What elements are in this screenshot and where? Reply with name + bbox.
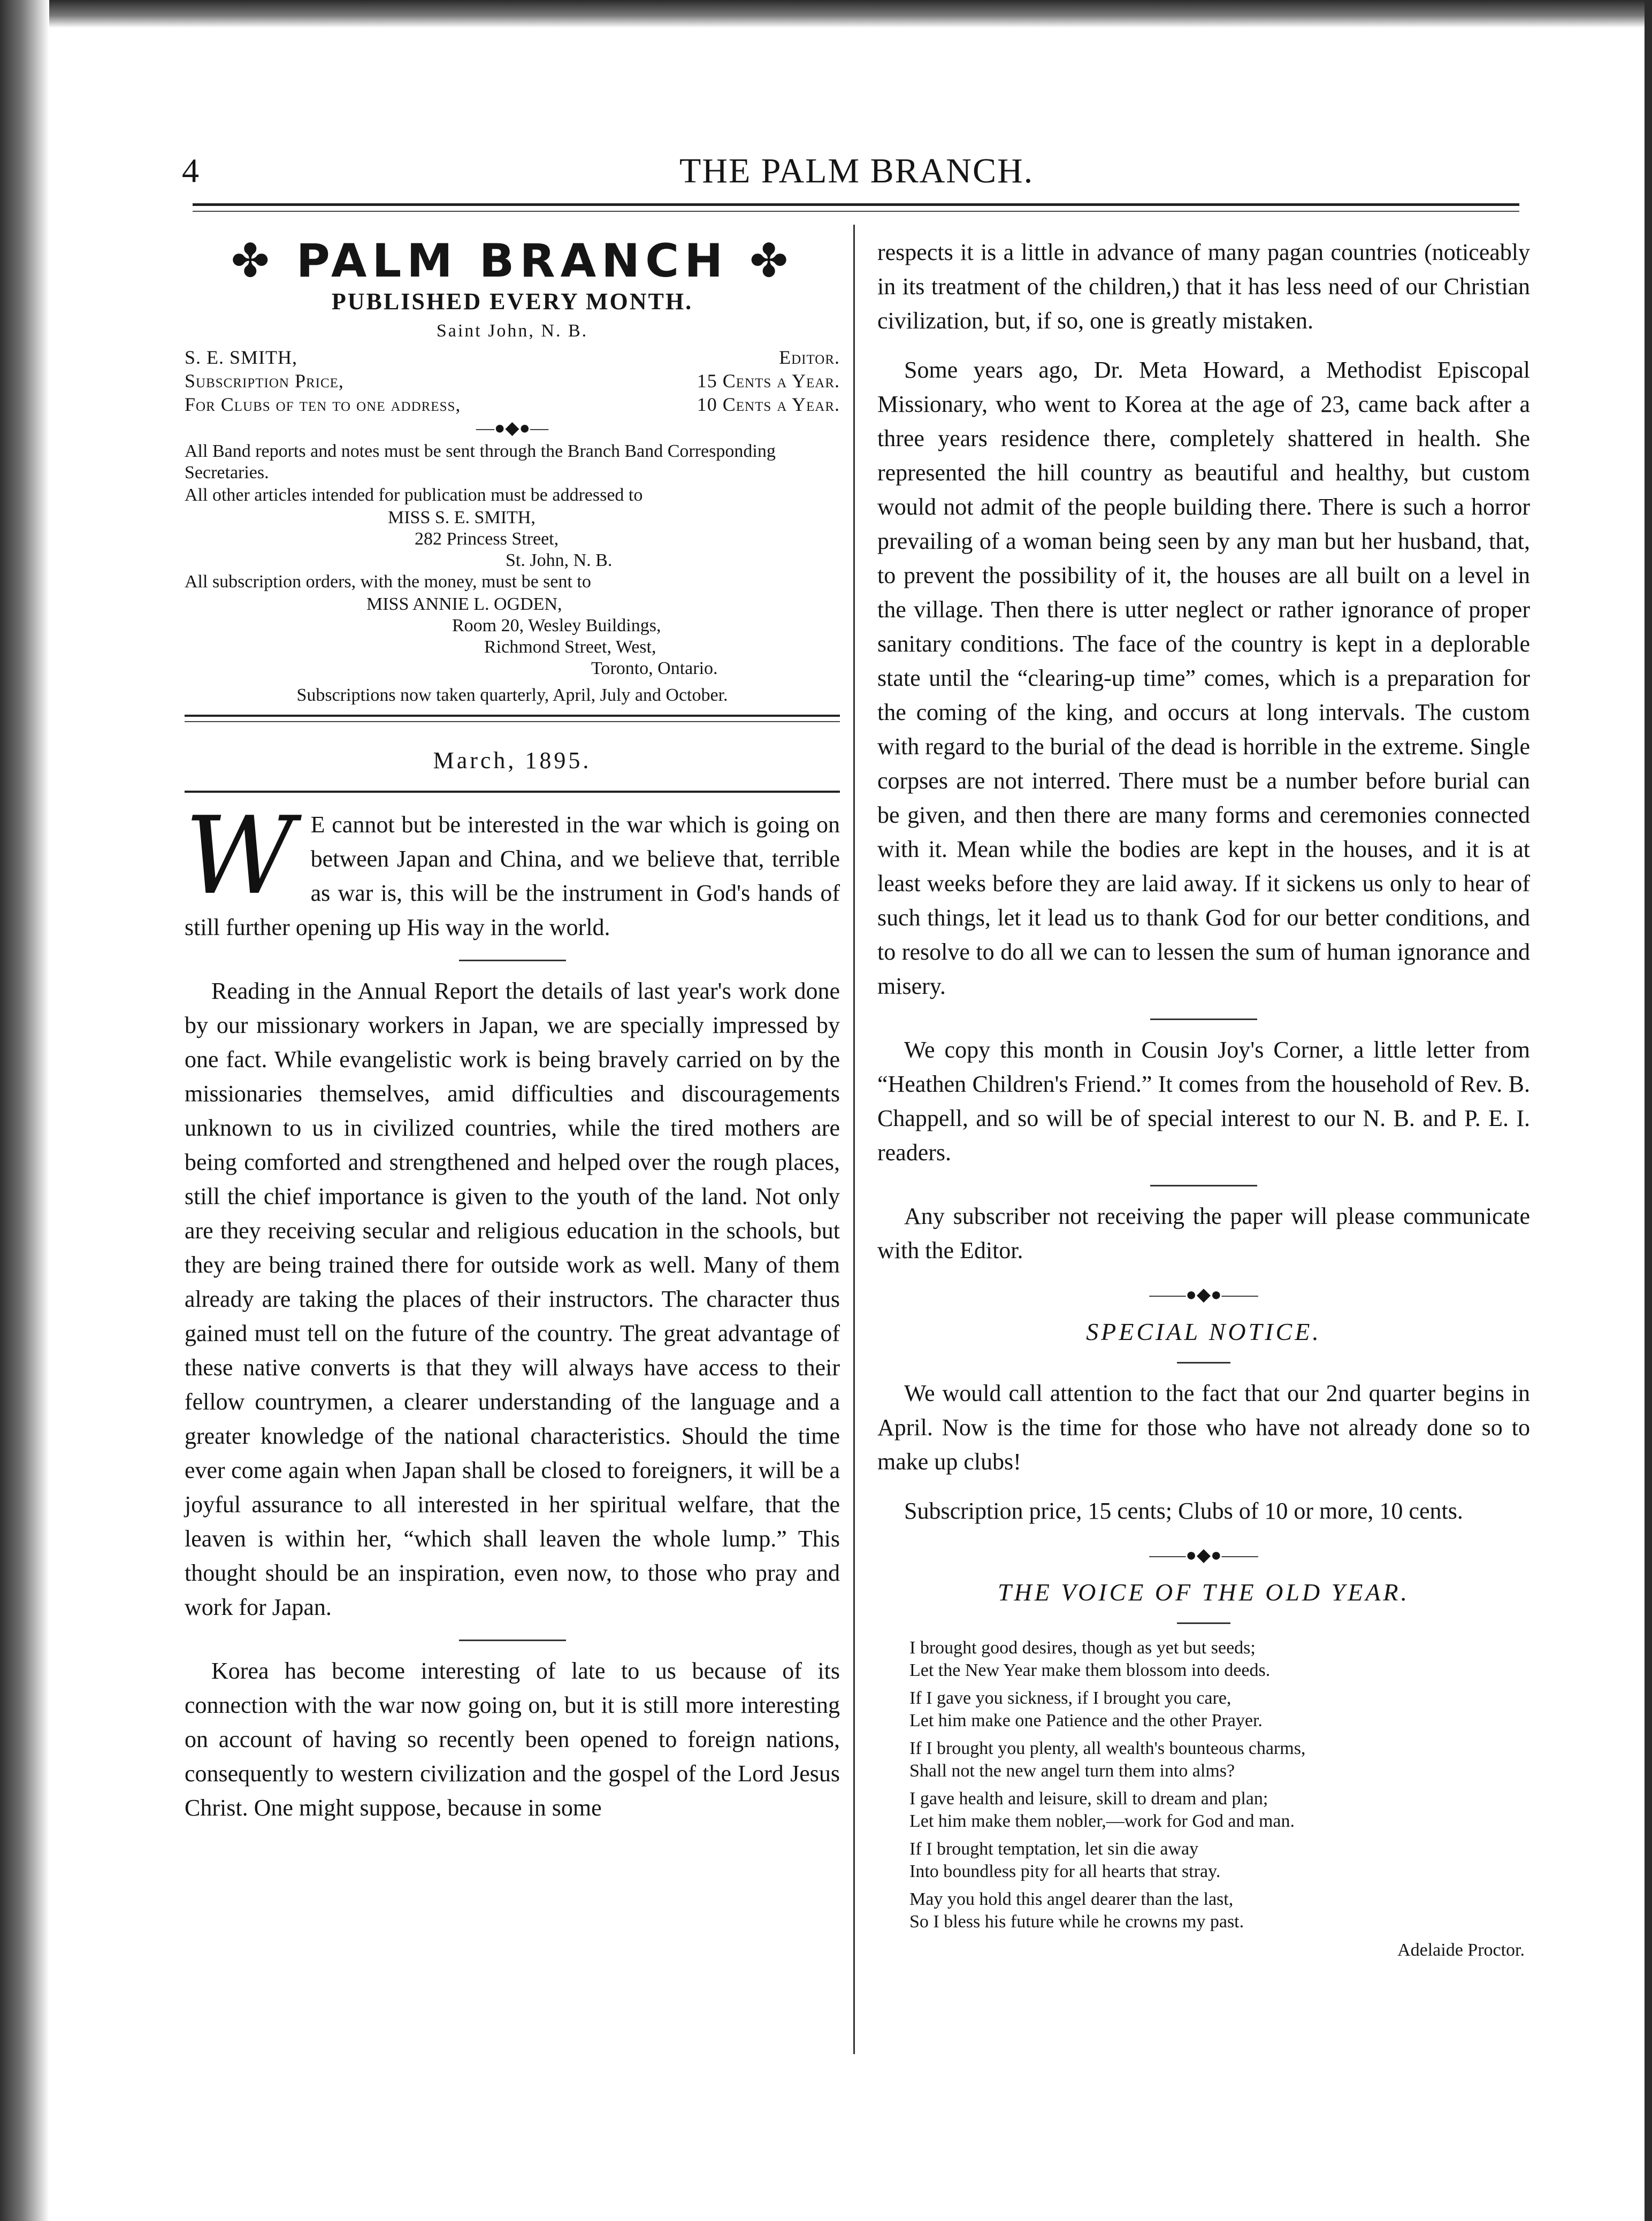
date-rule (185, 791, 840, 793)
separator-rule (1177, 1622, 1230, 1624)
article-korea-continued: respects it is a little in advance of many pagan countries (noticeably in its treatment of the children,) that it has less need of our Christian civilization, but, if so, one is greatly mistaken. (877, 239, 1530, 334)
issue-date: March, 1895. (433, 747, 592, 773)
header-rule-thin (193, 211, 1519, 212)
poem-line: I brought good desires, though as yet but seeds; (909, 1638, 1256, 1658)
poem-line: Shall not the new angel turn them into alms? (909, 1761, 1235, 1781)
articles-name: MISS S. E. SMITH, (388, 508, 536, 527)
masthead-title-row (185, 235, 840, 287)
scan-edge-left (0, 0, 49, 2221)
running-title: THE PALM BRANCH. (679, 151, 1034, 190)
ornament-divider: ——●◆●—— (1149, 1285, 1258, 1305)
right-column (877, 235, 1530, 1967)
subs-address-3: Toronto, Ontario. (591, 658, 718, 678)
special-notice-body: We would call attention to the fact that our 2nd quarter begins in April. Now is the time for those who have not already done so to make up clubs! (877, 1380, 1530, 1475)
article-howard: Some years ago, Dr. Meta Howard, a Methodist Episcopal Missionary, who went to Korea at the age of 23, came back after a three years residence there, completely shattered in health. She represented the hill country as beautiful and healthy, but custom would not admit of the people building there. There is such a horror prevailing of a woman being seen by any man but her husband, that, to prevent the possibility of it, the houses are all built on a level in the village. Then there is utter neglect or rather ignorance of proper sanitary conditions. The face of the country is kept in a deplorable state until the “clearing-up time” comes, which is a preparation for the coming of the king, and occurs at long intervals. The custom with regard to the burial of the dead is horrible in the extreme. Single corpses are not interred. There must be a number before burial can be given, and then there are many forms and ceremonies connected with it. Mean while the bodies are kept in the houses, and it is at least weeks before they are laid away. If it sickens us only to hear of such things, let it lead us to thank God for our better conditions, and to resolve to do all we can to lessen the sum of human ignorance and misery. (877, 357, 1530, 999)
row-value: 15 Cents a Year. (697, 370, 840, 392)
article-report: Reading in the Annual Report the details of last year's work done by our missionary workers in Japan, we are specially impressed by one fact. While evangelistic work is being bravely carried on by the missionaries themselves, amid difficulties and discouragements unknown to us in civilized countries, while the tired mothers are being comforted and strengthened and helped over the rough places, still the chief importance is given to the youth of the land. Not only are they receiving secular and religious education in the schools, but they are being trained there for outside work as well. Many of them already are taking the places of their instructors. The character thus gained must tell on the future of the country. The great advantage of these native converts is that they will always have access to their fellow countrymen, a clearer understanding of the language and a greater knowledge of the national characteristics. Should the time ever come again when Japan shall be closed to foreigners, it will be a joyful assurance to all interested in her spiritual welfare, that the leaven is within her, “which shall leaven the whole lump.” This thought should be an inspiration, even now, to those who pray and work for Japan. (185, 978, 840, 1620)
poem-line: I gave health and leisure, skill to dream and plan; (909, 1789, 1268, 1809)
poem-title: THE VOICE OF THE OLD YEAR. (997, 1579, 1410, 1606)
article-war (185, 794, 840, 945)
masthead-published: PUBLISHED EVERY MONTH. (331, 288, 693, 315)
article-war-text: E cannot but be interested in the war which is going on between Japan and China, and we believe that, terrible as war is, this will be the instrument in God's hands of still further opening up His way in the world. (185, 811, 840, 940)
row-value: 10 Cents a Year. (697, 394, 840, 415)
page-number: 4 (182, 151, 199, 189)
poem-line: If I brought temptation, let sin die away (909, 1839, 1199, 1859)
row-label: Subscription Price, (185, 370, 344, 392)
subs-name: MISS ANNIE L. OGDEN, (366, 594, 562, 614)
ornament-divider: ——●◆●—— (1149, 1545, 1258, 1565)
masthead-row-clubs (185, 393, 840, 416)
page-header (182, 151, 1530, 194)
scan-edge-top (0, 0, 1652, 28)
separator-rule (1177, 1362, 1230, 1364)
ornament-left-icon: ✤ (231, 234, 275, 288)
poem-line: Let him make them nobler,—work for God and man. (909, 1811, 1295, 1831)
special-notice-heading: SPECIAL NOTICE. (1086, 1318, 1321, 1345)
notice-subscriptions: All subscription orders, with the money, must be sent to (185, 572, 591, 592)
subs-address-1: Room 20, Wesley Buildings, (452, 616, 661, 635)
poem-line: If I brought you plenty, all wealth's bounteous charms, (909, 1738, 1306, 1758)
article-cousin-joy: We copy this month in Cousin Joy's Corner, a little letter from “Heathen Children's Friend.” It comes from the household of Rev. B. Chappell, and so will be of special interest to our N. B. and P. E. I. readers. (877, 1037, 1530, 1166)
row-value: Editor. (779, 347, 840, 368)
poem-author: Adelaide Proctor. (1397, 1940, 1525, 1960)
separator-rule (459, 960, 566, 961)
separator-rule (459, 1640, 566, 1641)
subs-address-2: Richmond Street, West, (484, 637, 656, 657)
article-subscriber: Any subscriber not receiving the paper will please communicate with the Editor. (877, 1203, 1530, 1263)
masthead-row-price (185, 369, 840, 393)
poem (877, 1637, 1530, 1933)
poem-line: If I gave you sickness, if I brought you care, (909, 1688, 1232, 1708)
poem-line: Into boundless pity for all hearts that stray. (909, 1862, 1221, 1881)
poem-line: Let him make one Patience and the other Prayer. (909, 1711, 1263, 1730)
notice-articles: All other articles intended for publication must be addressed to (185, 485, 643, 505)
articles-address-2: St. John, N. B. (506, 550, 613, 570)
row-label: For Clubs of ten to one address, (185, 394, 461, 415)
row-label: S. E. SMITH, (185, 347, 298, 368)
column-divider (853, 225, 855, 2054)
masthead-bottom-rule-thin (185, 721, 840, 722)
left-column (185, 235, 840, 1840)
masthead-bottom-rule (185, 715, 840, 717)
poem-line: So I bless his future while he crowns my past. (909, 1912, 1244, 1932)
article-korea: Korea has become interesting of late to us because of its connection with the war now going on, but it is still more interesting on account of having so recently been opened to foreign nations, consequently to western civilization and the gospel of the Lord Jesus Christ. One might suppose, because in some (185, 1658, 840, 1821)
notice-quarterly: Subscriptions now taken quarterly, April, July and October. (296, 685, 728, 705)
ornament-divider: —●◆●— (476, 418, 549, 438)
poem-line: May you hold this angel dearer than the last, (909, 1889, 1234, 1909)
header-rule (193, 203, 1519, 206)
masthead-title: PALM BRANCH (296, 234, 729, 288)
separator-rule (1150, 1018, 1257, 1020)
scan-edge-right (1645, 0, 1652, 2221)
separator-rule (1150, 1185, 1257, 1186)
masthead-row-editor (185, 346, 840, 369)
ornament-right-icon: ✤ (749, 234, 794, 288)
dropcap: W (185, 794, 295, 918)
notice-band-reports: All Band reports and notes must be sent through the Branch Band Corresponding Secretaries. (185, 441, 776, 483)
masthead-place: Saint John, N. B. (436, 321, 588, 341)
articles-address-1: 282 Princess Street, (415, 529, 559, 549)
poem-line: Let the New Year make them blossom into deeds. (909, 1660, 1271, 1680)
special-notice-price: Subscription price, 15 cents; Clubs of 10 or more, 10 cents. (904, 1498, 1463, 1524)
